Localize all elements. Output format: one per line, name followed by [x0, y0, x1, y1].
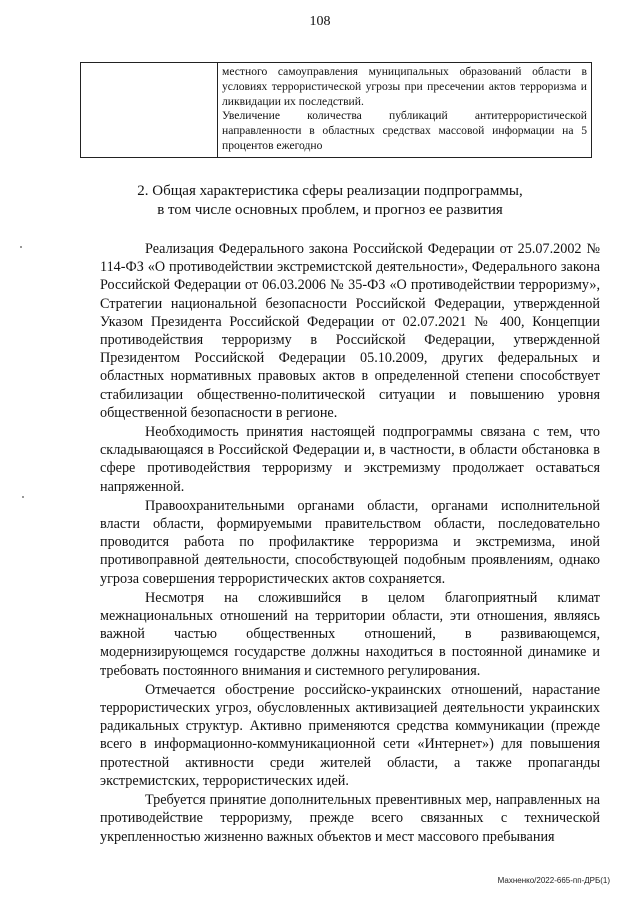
table-right-cell: [218, 63, 592, 158]
scan-speck: [22, 496, 24, 498]
body-paragraph-2: Необходимость принятия настоящей подпрограммы связана с тем, что складывающаяся в Российской Федерации и, в частности, в области обстановка в сфере противодействия терроризму и экстремизму продолжает оставаться напряженной.: [100, 424, 600, 495]
body-paragraph-4: Несмотря на сложившийся в целом благоприятный климат межнациональных отношений на территории области, эти отношения, являясь важной частью общественных отношений, в развивающемся, модернизирующемся государстве должны находиться в постоянной динамике и требовать постоянного внимания и системного регулирования.: [100, 589, 600, 679]
continuation-table: [80, 62, 592, 158]
footer-document-code: Махненко/2022-665-пп-ДРБ(1): [497, 876, 610, 885]
table-left-cell: [81, 63, 218, 158]
body-text: [100, 240, 600, 846]
body-paragraph-6: Требуется принятие дополнительных превентивных мер, направленных на противодействие терроризму, прежде всего связанных с технической укрепленностью жизненно важных объектов и мест массового пребывания: [100, 792, 600, 845]
body-paragraph-5: Отмечается обострение российско-украинских отношений, нарастание террористических угроз, обусловленных активизацией деятельности украинских радикальных структур. Активно применяются средства коммуникации (прежде всего в информационно-коммуникационной сети «Интернет») для повышения протестной активности среди жителей области, а также пропаганды экстремистских, террористических идей.: [100, 681, 600, 789]
page-number: 108: [309, 14, 331, 29]
scan-speck: [20, 246, 22, 248]
section-heading-line-1: 2. Общая характеристика сферы реализации подпрограммы,: [137, 183, 523, 199]
section-heading-line-2: в том числе основных проблем, и прогноз ее развития: [157, 202, 503, 218]
table-paragraph-2: Увеличение количества публикаций антитеррористической направленности в областных средствах массовой информации на 5 процентов ежегодно: [222, 109, 587, 152]
table-paragraph-1: местного самоуправления муниципальных образований области в условиях террористической угрозы при пресечении актов терроризма и ликвидации их последствий.: [222, 65, 587, 108]
body-paragraph-3: Правоохранительными органами области, органами исполнительной власти области, формируемыми правительством области, последовательно проводится работа по профилактике терроризма и экстремизма, иной противоправной деятельности, способствующей подобным проявлениям, однако угроза совершения террористических актов сохраняется.: [100, 497, 600, 587]
section-heading: [100, 182, 560, 220]
body-paragraph-1: Реализация Федерального закона Российской Федерации от 25.07.2002 № 114-ФЗ «О противодействии экстремистской деятельности», Федерального закона Российской Федерации от 06.03.2006 № 35-ФЗ «О противодействии терроризму», Стратегии национальной безопасности Российской Федерации, утвержденной Указом Президента Российской Федерации от 02.07.2021 № 400, Концепции противодействия терроризму в Российской Федерации, утвержденной Президентом Российской Федерации 05.10.2009, других федеральных и областных нормативных правовых актов в определенной степени способствует стабилизации общественно-политической ситуации и повышению уровня общественной безопасности в регионе.: [100, 241, 600, 421]
table-row: [81, 63, 592, 158]
